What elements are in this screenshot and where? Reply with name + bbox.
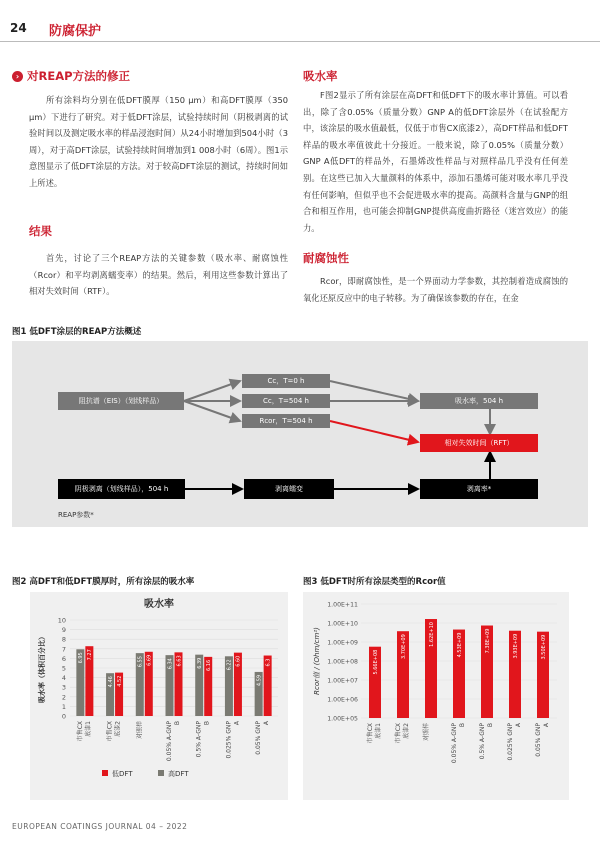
chart3-ytick: 1.00E+06 [327,696,358,704]
chart2-xtick: 0.025% GNP [225,721,233,759]
box-eis: 阻抗谱（EIS）（划线样品） [58,392,184,410]
chart3-xtick: 0.05% GNP [535,723,542,757]
chart2-data-label: 6.16 [206,659,213,672]
chart2-ytick: 5 [61,664,66,673]
chart3-xtick: 0.5% A-GNP [479,723,486,760]
chart3-data-label: 5.66E+08 [372,649,379,675]
heading-corrosion-resistance: 耐腐蚀性 [303,251,349,265]
chart3-ytick: 1.00E+07 [327,677,358,685]
chart2-xtick: A [263,721,271,726]
chart2-xtick: B [174,721,181,726]
chart3-ylabel: Rcor值 / (Ohm/cm²) [313,627,321,695]
chart2-xtick: 市售CX [76,721,84,742]
box-cc504: Cc，T=504 h [242,394,330,408]
chart2-data-label: 6.22 [226,659,233,671]
chart3-ytick: 1.00E+09 [327,639,358,647]
figure1-flowchart [12,341,588,527]
chart3-ytick: 1.00E+10 [327,620,358,628]
chart2-legend-swatch-high [158,770,164,776]
chart2-ytick: 3 [61,683,66,692]
chart2-xtick: 底漆1 [84,721,92,737]
chart3-xtick: 底漆2 [403,723,410,739]
paragraph-reap: 所有涂料均分别在低DFT膜厚（150 μm）和高DFT膜厚（350 μm）下进行了研究。对于低DFT涂层，试验持续时间（阴极剥离的试验时间以及测定吸水率的样品浸泡时间）从24小时增加到504小时（3周），对于高DFT涂层，试验持续时间增加到1 008小时（6周）。图1示意图显示了低DFT涂层的方法。对于较高DFT涂层的测试，持续时间如上所述。 [29,95,288,188]
chart3-ytick: 1.00E+05 [327,715,358,723]
chart2-xtick: 0.05% GNP [255,721,263,755]
header-divider [0,41,600,42]
page-number: 24 [10,21,27,35]
chart2-xtick: A [233,721,241,726]
chart2-data-label: 6.95 [78,652,85,664]
box-cathodic-disbondment: 阴极剥离（划线样品），504 h [58,479,185,499]
chart2-xtick: 对照样 [136,721,144,740]
chart2-data-label: 6.39 [197,657,204,669]
chart3-xtick: 0.025% GNP [507,723,514,761]
chart2-data-label: 7.27 [87,649,94,661]
journal-footer: EUROPEAN COATINGS JOURNAL 04 – 2022 [12,822,188,831]
chart2-ytick: 4 [61,674,66,683]
chart3-xtick: 市售CX [395,723,402,744]
box-water-absorption: 吸水率，504 h [420,393,538,409]
chart2-legend-swatch-low [102,770,108,776]
arrow-cc0-water [330,381,418,401]
chart2-data-label: 6.60 [235,655,242,667]
heading-results: 结果 [29,224,52,238]
arrow-eis-cc0 [184,381,240,401]
chart2-ytick: 10 [57,616,66,625]
figure2-caption: 图2 高DFT和低DFT膜厚时，所有涂层的吸水率 [12,577,195,587]
chart2-data-label: 6.69 [146,654,153,666]
chart3-xtick: A [543,723,550,728]
chart2-ytick: 7 [61,645,66,654]
chart2-ytick: 1 [61,702,66,711]
chart3-ytick: 1.00E+08 [327,658,358,666]
heading-text: 对REAP方法的修正 [27,69,131,83]
chart2-ytick: 9 [61,626,66,635]
chart2-ytick: 2 [61,693,66,702]
arrow-rcor-rft [330,421,418,442]
box-rcor: Rcor，T=504 h [242,414,330,428]
chart3-ytick: 1.00E+11 [327,601,358,609]
chart3-data-label: 3.50E+09 [540,634,547,660]
figure2-chart [30,592,288,800]
box-cc0: Cc，T=0 h [242,374,330,388]
figure3-caption: 图3 低DFT时所有涂层类型的Rcor值 [303,577,446,587]
chart3-data-label: 4.53E+09 [456,632,463,658]
paragraph-corrosion: Rcor，即耐腐蚀性，是一个界面动力学参数，其控制着造成腐蚀的氧化还原反应中的电子转移。为了确保该参数的存在，在金 [303,276,568,303]
box-disbondment-rate: 剥离率* [420,479,538,499]
chart2-data-label: 6.63 [176,655,183,667]
chart2-data-label: 4.52 [116,675,123,687]
chart3-xtick: 0.05% A-GNP [451,723,458,764]
heading-reap-modification [12,68,130,84]
chart3-xtick: B [487,723,494,728]
chart2-data-label: 6.3 [265,658,272,667]
chart3-data-label: 1.62E+10 [428,622,435,647]
chart2-title: 吸水率 [144,599,174,610]
reap-params-note: REAP参数* [58,511,94,519]
chart3-xtick: 底漆1 [375,723,382,739]
chart3-xtick: 对照样 [423,723,430,742]
chart2-data-label: 4.46 [107,676,114,688]
chart2-data-label: 6.55 [137,656,144,668]
rcor-chart-svg [303,592,569,800]
chart2-xtick: B [203,721,211,726]
section-header-title: 防腐保护 [49,24,102,39]
chart3-data-label: 3.93E+09 [512,633,519,659]
figure1-caption: 图1 低DFT涂层的REAP方法概述 [12,327,142,337]
chart2-xtick: 底漆2 [114,721,122,737]
chart3-xtick: 市售CX [367,723,374,744]
chart3-data-label: 7.38E+09 [484,628,491,654]
chevron-right-icon: › [12,71,23,82]
chart2-legend-high: 高DFT [168,770,189,778]
heading-water-absorption: 吸水率 [303,69,338,83]
arrow-eis-rcor [184,401,240,421]
chart2-ytick: 6 [61,654,66,663]
chart2-data-label: 4.59 [256,674,263,687]
figure3-chart [303,592,569,800]
chart2-xtick: 市售CX [106,721,114,742]
chart2-legend-low: 低DFT [112,770,133,778]
chart2-xtick: 0.05% A-GNP [166,721,173,762]
chart3-data-label: 3.70E+09 [400,634,407,660]
chart3-xtick: B [459,723,466,728]
box-disbondment-creep: 剥离蠕变 [244,479,334,499]
chart3-xtick: A [515,723,522,728]
paragraph-results: 首先，讨论了三个REAP方法的关键参数（吸水率、耐腐蚀性（Rcor）和平均剥离蠕变率）的结果。然后，利用这些参数计算出了相对失效时间（RTF）。 [29,253,288,297]
box-rft: 相对失效时间（RFT） [420,434,538,452]
paragraph-water-absorption: F图2显示了所有涂层在高DFT和低DFT下的吸水率计算值。可以看出，除了含0.05%（质量分数）GNP A的低DFT涂层外（在试验配方中，该涂层的吸水值最低，仅低于市售CX底漆2），高DFT样品和低DFT样品的吸水率值彼此十分接近。一般来说，除了0.05%（质量分数）GNP A低DFT的样品外，石墨烯改性样品与对照样品几乎没有任何差别。在这些已加入大量颜料的体系中，添加石墨烯可能对吸水率几乎没有任何影响，但似乎也不会促进吸水率的提高。高颜料含量与GNP的组合和相互作用，也可能会抑制GNP提供高度曲折路径（迷宫效应）的能力。 [303,90,568,233]
chart2-ytick: 8 [61,635,66,644]
chart2-data-label: 6.34 [167,658,174,670]
chart2-ytick: 0 [61,712,66,721]
chart2-xtick: 0.5% A-GNP [195,721,203,758]
chart2-ylabel: 吸水率（体积百分比） [38,633,46,703]
water-absorption-chart-svg [30,592,288,800]
